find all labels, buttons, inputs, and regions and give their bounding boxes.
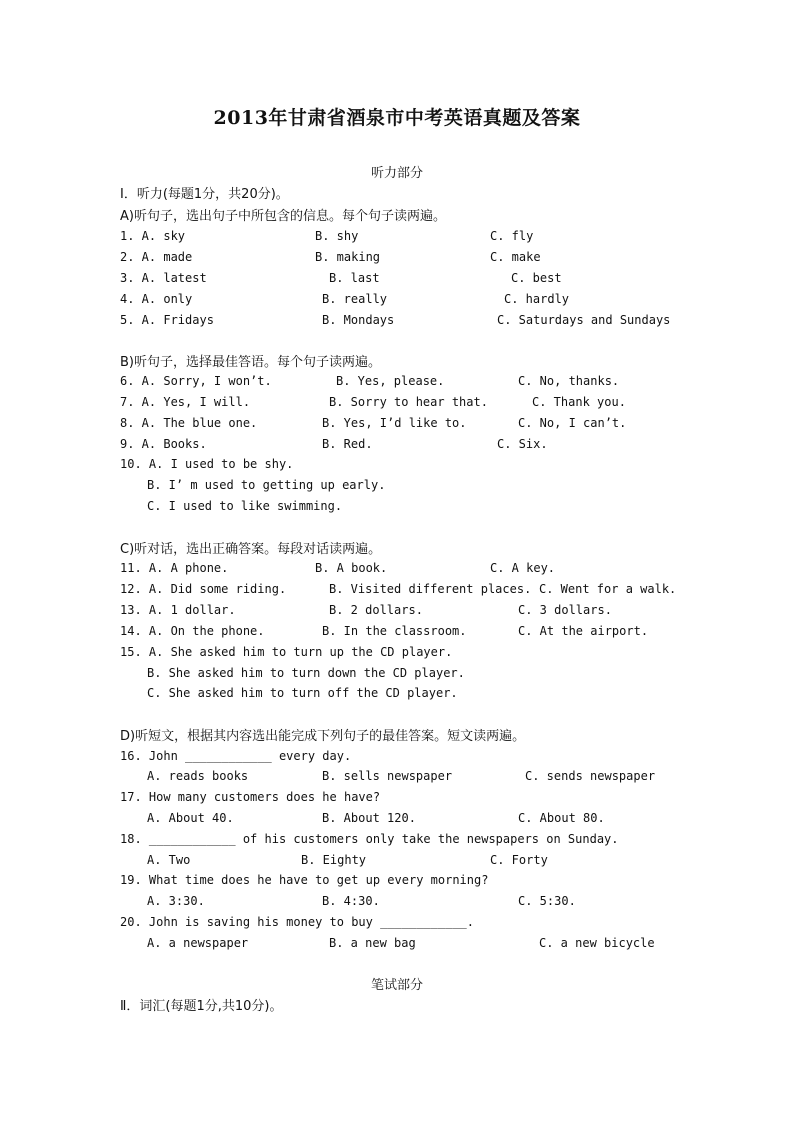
option-b: B. Red. (322, 437, 373, 451)
option-a: 8. A. The blue one. (120, 416, 258, 430)
option-a: 12. A. Did some riding. (120, 582, 287, 596)
option-c: C. 5:30. (518, 894, 576, 908)
option-c: C. No, I can’t. (518, 416, 627, 430)
option-c: C. Six. (497, 437, 548, 451)
option-b: B. Mondays (322, 313, 395, 327)
option-b: B. 4:30. (322, 894, 380, 908)
option-a: 14. A. On the phone. (120, 624, 265, 638)
subsection-heading-a: A)听句子，选出句子中所包含的信息。每个句子读两遍。 (120, 209, 446, 224)
option-b: B. Visited different places. (329, 582, 532, 596)
section-heading-listening: 听力部分 (370, 166, 423, 181)
option-a: 2. A. made (120, 250, 193, 264)
option-a: 5. A. Fridays (120, 313, 214, 327)
part-heading-listening: Ⅰ．听力(每题1分，共20分)。 (120, 187, 289, 202)
subsection-heading-d: D)听短文，根据其内容选出能完成下列句子的最佳答案。短文读两遍。 (120, 729, 526, 744)
option-b: B. About 120. (322, 811, 416, 825)
option-c: C. A key. (490, 561, 556, 575)
option-b: B. In the classroom. (322, 624, 467, 638)
option-b: B. Yes, please. (336, 374, 445, 388)
option-b: B. really (322, 292, 388, 306)
option-a: 3. A. latest (120, 271, 207, 285)
option-a: 7. A. Yes, I will. (120, 395, 251, 409)
question-stem: 16. John ____________ every day. (120, 749, 352, 763)
option-a: A. 3:30. (147, 894, 205, 908)
option-b: B. Eighty (301, 853, 367, 867)
option-a: 1. A. sky (120, 229, 186, 243)
option-a: 15. A. She asked him to turn up the CD player. (120, 645, 453, 659)
option-a: 4. A. only (120, 292, 193, 306)
option-c: C. hardly (504, 292, 570, 306)
option-b: B. A book. (315, 561, 388, 575)
option-c: C. fly (490, 229, 534, 243)
question-stem: 17. How many customers does he have? (120, 790, 381, 804)
option-b: B. last (329, 271, 380, 285)
option-b: B. shy (315, 229, 359, 243)
page-title: 2013年甘肃省酒泉市中考英语真题及答案 (213, 107, 581, 129)
option-b: B. I’ m used to getting up early. (147, 478, 386, 492)
option-b: B. She asked him to turn down the CD player. (147, 666, 465, 680)
option-b: B. making (315, 250, 381, 264)
part-heading-vocabulary: Ⅱ．词汇(每题1分,共10分)。 (120, 999, 283, 1014)
option-a: 6. A. Sorry, I won’t. (120, 374, 272, 388)
option-c: C. best (511, 271, 562, 285)
option-b: B. Sorry to hear that. (329, 395, 488, 409)
option-a: 11. A. A phone. (120, 561, 229, 575)
option-b: B. sells newspaper (322, 769, 453, 783)
subsection-heading-b: B)听句子，选择最佳答语。每个句子读两遍。 (120, 355, 381, 370)
option-c: C. No, thanks. (518, 374, 620, 388)
section-heading-written: 笔试部分 (370, 978, 423, 993)
option-c: C. At the airport. (518, 624, 649, 638)
option-c: C. Saturdays and Sundays (497, 313, 671, 327)
question-stem: 18. ____________ of his customers only take the newspapers on Sunday. (120, 832, 619, 846)
option-c: C. Thank you. (532, 395, 626, 409)
option-c: C. make (490, 250, 541, 264)
option-c: C. Went for a walk. (539, 582, 677, 596)
option-c: C. I used to like swimming. (147, 499, 343, 513)
option-a: A. reads books (147, 769, 249, 783)
question-stem: 20. John is saving his money to buy ____________. (120, 915, 475, 929)
option-b: B. a new bag (329, 936, 416, 950)
option-c: C. sends newspaper (525, 769, 656, 783)
option-a: A. About 40. (147, 811, 234, 825)
option-a: 10. A. I used to be shy. (120, 457, 294, 471)
option-c: C. 3 dollars. (518, 603, 612, 617)
option-a: 9. A. Books. (120, 437, 207, 451)
subsection-heading-c: C)听对话，选出正确答案。每段对话读两遍。 (120, 542, 382, 557)
option-c: C. Forty (490, 853, 548, 867)
option-b: B. Yes, I’d like to. (322, 416, 467, 430)
option-a: A. a newspaper (147, 936, 249, 950)
option-c: C. She asked him to turn off the CD player. (147, 686, 458, 700)
question-stem: 19. What time does he have to get up every morning? (120, 873, 489, 887)
option-a: A. Two (147, 853, 191, 867)
option-a: 13. A. 1 dollar. (120, 603, 236, 617)
option-c: C. a new bicycle (539, 936, 655, 950)
option-c: C. About 80. (518, 811, 605, 825)
option-b: B. 2 dollars. (329, 603, 423, 617)
